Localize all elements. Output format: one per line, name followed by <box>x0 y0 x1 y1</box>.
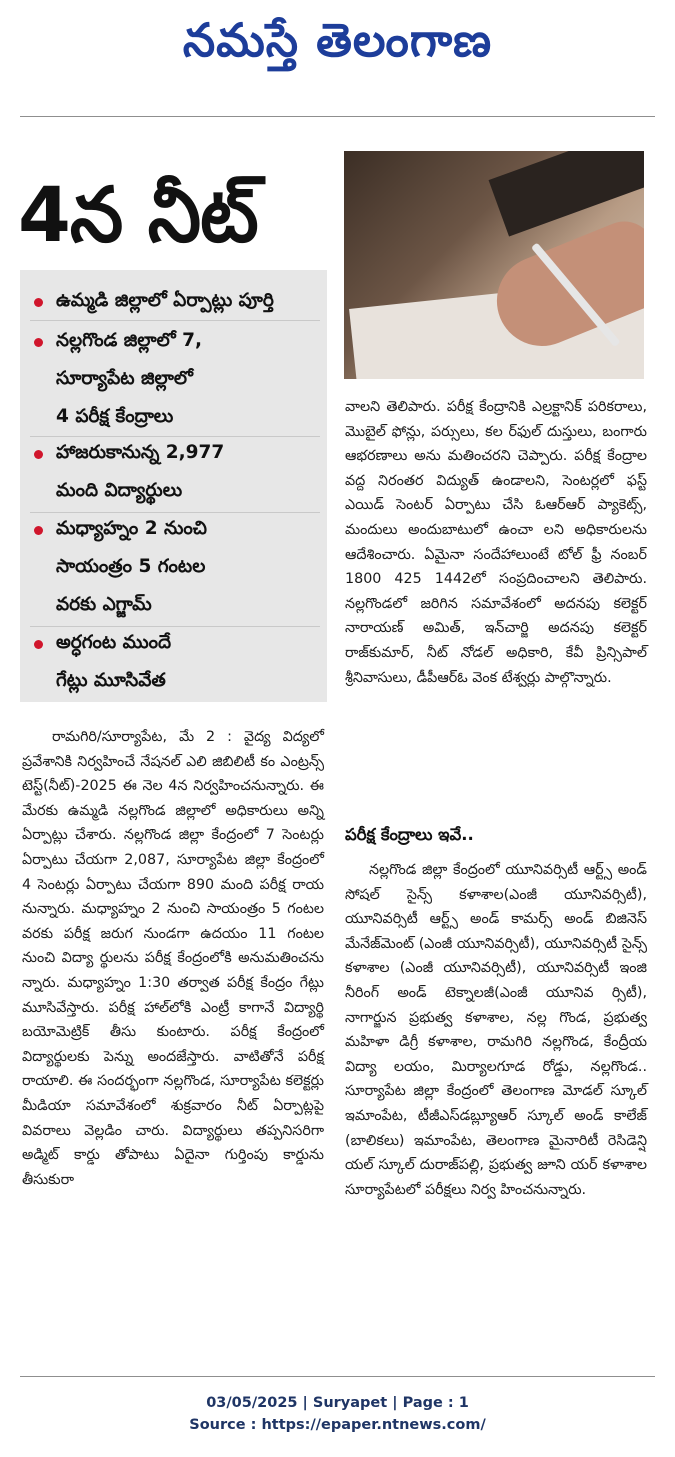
highlight-item: మధ్యాహ్నం 2 నుంచి సాయంత్రం 5 గంటల వరకు ఎగ్జామ్ <box>34 510 207 624</box>
highlight-item: ఉమ్మడి జిల్లాలో ఏర్పాట్లు పూర్తి <box>34 282 274 320</box>
divider <box>30 320 320 321</box>
bullet-icon <box>34 526 43 535</box>
highlight-item: హాజరుకానున్న 2,977 మంది విద్యార్థులు <box>34 434 224 510</box>
exam-writing-photo <box>344 151 644 379</box>
bullet-icon <box>34 450 43 459</box>
bullet-icon <box>34 338 43 347</box>
article-body-left: రామగిరి/సూర్యాపేట, మే 2 : వైద్య విద్యలో ప్రవేశానికి నిర్వహించే నేషనల్ ఎలి జిబిలిటీ కం ఎంట్రన్స్ టెస్ట్(నీట్)-2025 ఈ నెల 4న నిర్వహించనున్నారు. ఈ మేరకు ఉమ్మడి నల్లగొండ జిల్లాలో అధికారులు అన్ని ఏర్పాట్లు చేశారు. నల్లగొండ జిల్లా కేంద్రంలో 7 సెంటర్లు ఏర్పాటు చేయగా 2,087, సూర్యాపేట జిల్లా కేంద్రంలో 4 సెంటర్లు ఏర్పాటు చేయగా 890 మంది పరీక్ష రాయ నున్నారు. మధ్యాహ్నం 2 నుంచి సాయంత్రం 5 గంటల వరకు పరీక్ష జరుగ నుండగా ఉదయం 11 గంటల నుంచి విద్యా ర్థులను పరీక్ష కేంద్రంలోకి అనుమతించను న్నారు. మధ్యాహ్నం 1:30 తర్వాత పరీక్ష కేంద్రం గేట్లు మూసివేస్తారు. పరీక్ష హాల్‌లోకి ఎంట్రీ కాగానే విద్యార్థి బయోమెట్రిక్ తీసు కుంటారు. పరీక్ష కేంద్రంలో విద్యార్థులకు పెన్ను అందజేస్తారు. వాటితోనే పరీక్ష రాయాలి. ఈ సందర్భంగా నల్లగొండ, సూర్యాపేట కలెక్టర్లు మీడియా సమావేశంలో శుక్రవారం నీట్ ఏర్పాట్లపై వివరాలు వెల్లడిం చారు. విద్యార్థులు తప్పనిసరిగా అడ్మిట్ కార్డు తోపాటు ఏదైనా గుర్తింపు కార్డును తీసుకురా <box>22 729 324 1188</box>
footer-rule <box>20 1376 655 1377</box>
highlight-item: నల్లగొండ జిల్లాలో 7, సూర్యాపేట జిల్లాలో 4 పరీక్ష కేంద్రాలు <box>34 322 202 436</box>
highlights-box <box>20 270 327 702</box>
bullet-icon <box>34 640 43 649</box>
centers-subheading: పరీక్ష కేంద్రాలు ఇవే.. <box>345 825 474 844</box>
highlight-item: అర్ధగంట ముందే గేట్లు మూసివేత <box>34 624 171 700</box>
masthead-rule <box>20 116 655 117</box>
article-body-right: వాలని తెలిపారు. పరీక్ష కేంద్రానికి ఎల్రక్టానిక్ పరికరాలు, మొబైల్ ఫోన్లు, పర్సులు, కల ర్‌ఫుల్ దుస్తులు, బంగారు ఆభరణాలు అను మతించరని చెప్పారు. పరీక్ష కేంద్రాల వద్ద నిరంతర విద్యుత్ ఉండాలని, సెంటర్లలో ఫస్ట్ ఎయిడ్ సెంటర్ ఏర్పాటు చేసి ఓఆర్‌ఆర్ ప్యాకెట్స్, మందులు అందుబాటులో ఉంచా లని అధికారులను ఆదేశించారు. ఏమైనా సందేహాలుంటే టోల్ ఫ్రీ నంబర్ 1800 425 1442లో సంప్రదించాలని తెలిపారు. నల్లగొండలో జరిగిన సమావేశంలో అదనపు కలెక్టర్ నారాయణ్ అమిత్, ఇన్‌చార్జి అదనపు కలెక్టర్ రాజ్‌కుమార్, నీట్ నోడల్ అధికారి, కేవీ ప్రిన్సిపాల్ శ్రీనివాసులు, డీపీఆర్‌ఓ వెంక టేశ్వర్లు పాల్గొన్నారు. <box>345 399 647 686</box>
footer-source-line: Source : https://epaper.ntnews.com/ <box>189 1417 486 1433</box>
bullet-icon <box>34 298 43 307</box>
masthead: నమస్తే తెలంగాణ <box>182 13 493 67</box>
footer-date-line: 03/05/2025 | Suryapet | Page : 1 <box>206 1395 469 1411</box>
centers-list-body: నల్లగొండ జిల్లా కేంద్రంలో యూనివర్సిటీ ఆర్ట్స్ అండ్ సోషల్ సైన్స్ కళాశాల(ఎంజీ యూనివర్సిటీ), యూనివర్సిటీ ఆర్ట్స్ అండ్ కామర్స్ అండ్ బిజినెస్ మేనేజ్‌మెంట్ (ఎంజీ యూనివర్సిటీ), యూనివర్సిటీ సైన్స్ కళాశాల (ఎంజీ యూనివర్సిటీ), యూనివర్సిటీ ఇంజి నీరింగ్ అండ్ టెక్నాలజీ(ఎంజీ యూనివ ర్సిటీ), నాగార్జున ప్రభుత్వ కళాశాల, నల్ల గొండ, ప్రభుత్వ మహిళా డిగ్రీ కళాశాల, రామగిరి నల్లగొండ, కేంద్రీయ విద్యా లయం, మిర్యాలగూడ రోడ్డు, నల్లగొండ.. సూర్యాపేట జిల్లా కేంద్రంలో తెలంగాణ మోడల్ స్కూల్ ఇమాంపేట, టీజీఎస్‌డబ్ల్యూఆర్ స్కూల్ అండ్ కాలేజ్ (బాలికలు) ఇమాంపేట, తెలంగాణ మైనారిటీ రెసిడెన్షి యల్ స్కూల్ దురాజ్‌పల్లి, ప్రభుత్వ జూని యర్ కళాశాల సూర్యాపేటలో పరీక్షలు నిర్వ హించనున్నారు. <box>345 862 647 1198</box>
headline: 4న నీట్ <box>18 170 258 259</box>
